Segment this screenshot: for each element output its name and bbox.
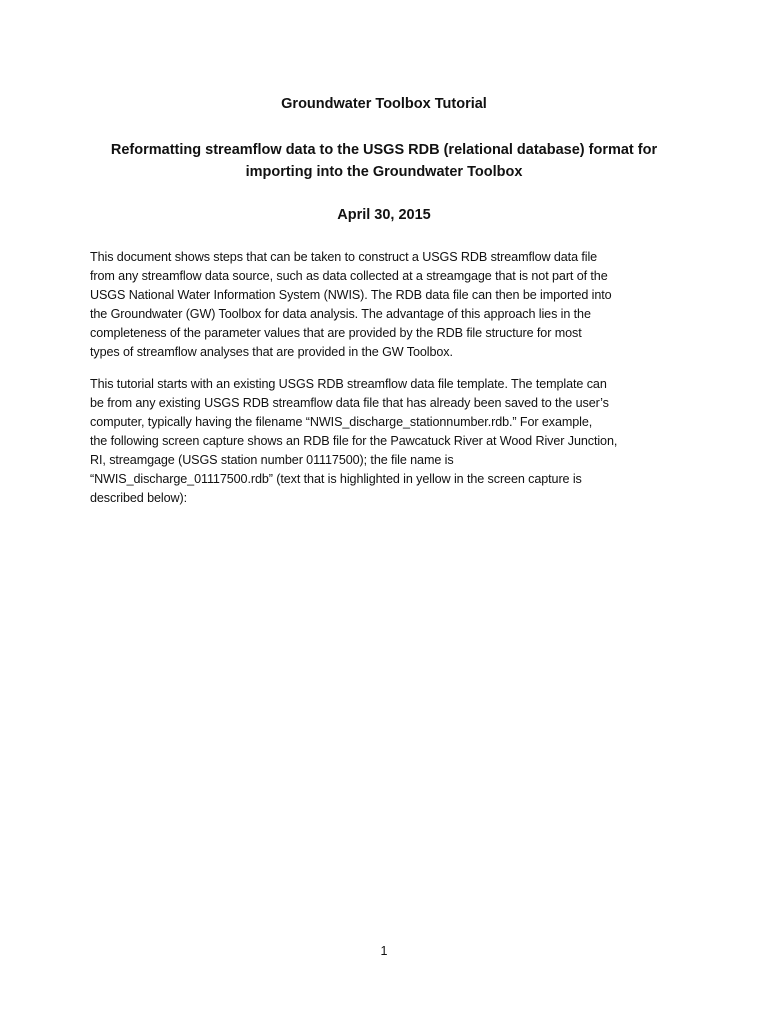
paragraph-line: the Groundwater (GW) Toolbox for data analysis. The advantage of this approach lies in the — [90, 307, 591, 321]
paragraph-line: completeness of the parameter values that are provided by the RDB file structure for most — [90, 326, 582, 340]
paragraph-line: RI, streamgage (USGS station number 01117500); the file name is — [90, 453, 454, 467]
intro-paragraph — [90, 248, 690, 362]
subtitle-line: Reformatting streamflow data to the USGS RDB (relational database) format for — [110, 142, 658, 158]
document-subtitle — [80, 139, 688, 183]
paragraph-line: the following screen capture shows an RDB file for the Pawcatuck River at Wood River Junction, — [90, 434, 618, 448]
paragraph-line: from any streamflow data source, such as data collected at a streamgage that is not part of the — [90, 269, 608, 283]
document-date: April 30, 2015 — [337, 207, 431, 223]
paragraph-line: This document shows steps that can be taken to construct a USGS RDB streamflow data file — [90, 250, 598, 264]
subtitle-line: importing into the Groundwater Toolbox — [245, 164, 523, 180]
tutorial-paragraph — [90, 375, 690, 508]
document-title: Groundwater Toolbox Tutorial — [281, 96, 487, 112]
paragraph-line: types of streamflow analyses that are provided in the GW Toolbox. — [90, 345, 453, 359]
paragraph-line: be from any existing USGS RDB streamflow data file that has already been saved to the user’s — [90, 396, 609, 410]
paragraph-line: USGS National Water Information System (NWIS). The RDB data file can then be imported into — [90, 288, 612, 302]
page-number: 1 — [380, 944, 388, 958]
paragraph-line: This tutorial starts with an existing USGS RDB streamflow data file template. The template can — [90, 377, 607, 391]
paragraph-line: “NWIS_discharge_01117500.rdb” (text that is highlighted in yellow in the screen capture is — [90, 472, 582, 486]
paragraph-line: computer, typically having the filename “NWIS_discharge_stationnumber.rdb.” For example, — [90, 415, 593, 429]
paragraph-line: described below): — [90, 491, 188, 505]
